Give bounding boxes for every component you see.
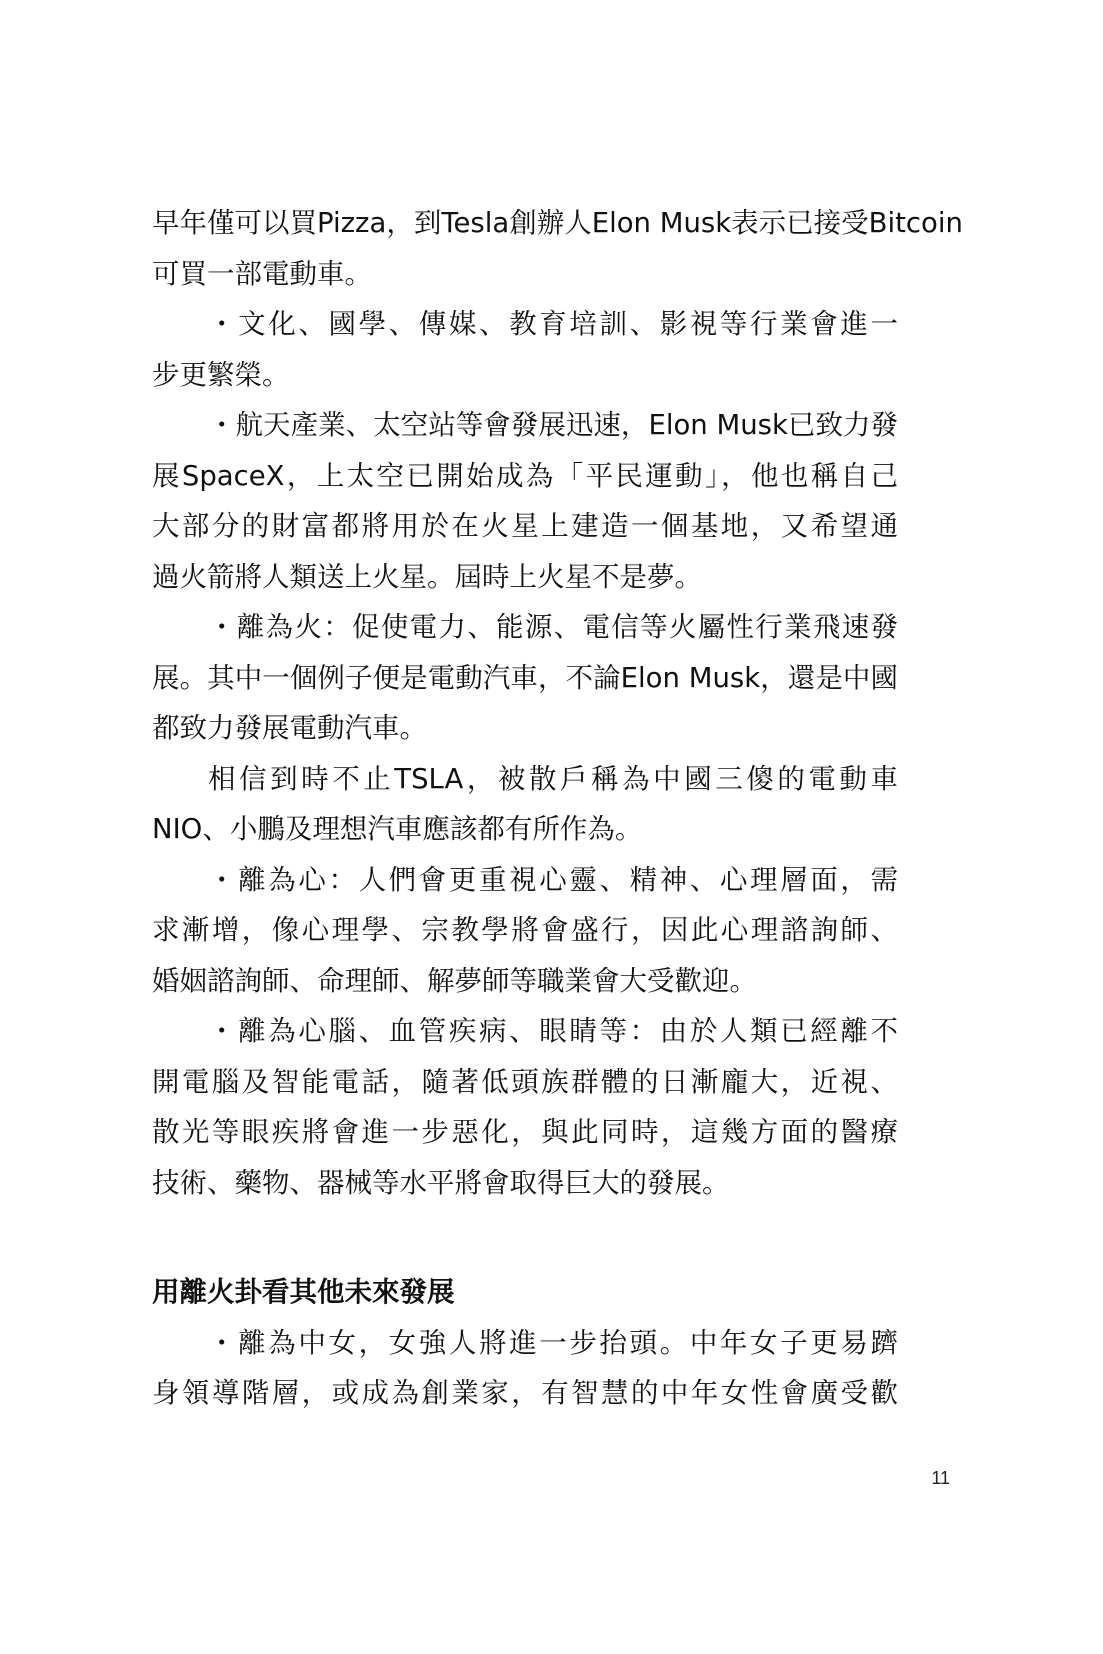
text-line: ・離為心腦、血管疾病、眼睛等：由於人類已經離不 (208, 1015, 898, 1047)
page-body (152, 198, 963, 1419)
text-line: 可買一部電動車。 (152, 257, 372, 290)
page-number: 11 (931, 1468, 950, 1488)
text-line: 開電腦及智能電話，隨著低頭族群體的日漸龐大，近視、 (152, 1065, 898, 1098)
text-line: 展SpaceX，上太空已開始成為「平民運動」，他也稱自己 (152, 459, 898, 492)
text-line: ・文化、國學、傳媒、教育培訓、影視等行業會進一 (208, 308, 898, 340)
text-line: NIO、小鵬及理想汽車應該都有所作為。 (152, 813, 643, 845)
text-line: 散光等眼疾將會進一步惡化，與此同時，這幾方面的醫療 (152, 1116, 898, 1148)
text-line: 婚姻諮詢師、命理師、解夢師等職業會大受歡迎。 (152, 964, 757, 997)
text-line: 身領導階層，或成為創業家，有智慧的中年女性會廣受歡 (152, 1377, 898, 1409)
text-line: ・離為心：人們會更重視心靈、精神、心理層面，需 (208, 863, 898, 896)
text-line: ・離為中女，女強人將進一步抬頭。中年女子更易躋 (208, 1326, 898, 1359)
section-gap (152, 1208, 898, 1267)
text-line: 大部分的財富都將用於在火星上建造一個基地，又希望通 (152, 510, 898, 542)
text-line: 相信到時不止TSLA，被散戶稱為中國三傻的電動車 (208, 762, 898, 795)
text-line: ・航天產業、太空站等會發展迅速，Elon Musk已致力發 (208, 409, 898, 441)
text-line: 早年僅可以買Pizza，到Tesla創辦人Elon Musk表示已接受Bitcoin (152, 207, 963, 239)
section-heading: 用離火卦看其他未來發展 (152, 1276, 455, 1308)
text-line: 展。其中一個例子便是電動汽車，不論Elon Musk，還是中國 (152, 661, 898, 694)
text-line: 技術、藥物、器械等水平將會取得巨大的發展。 (152, 1166, 730, 1199)
text-line: ・離為火：促使電力、能源、電信等火屬性行業飛速發 (208, 611, 898, 643)
text-line: 過火箭將人類送上火星。屆時上火星不是夢。 (152, 560, 702, 593)
text-line: 都致力發展電動汽車。 (152, 712, 427, 744)
text-line: 步更繁榮。 (152, 358, 290, 391)
text-line: 求漸增，像心理學、宗教學將會盛行，因此心理諮詢師、 (152, 914, 898, 946)
